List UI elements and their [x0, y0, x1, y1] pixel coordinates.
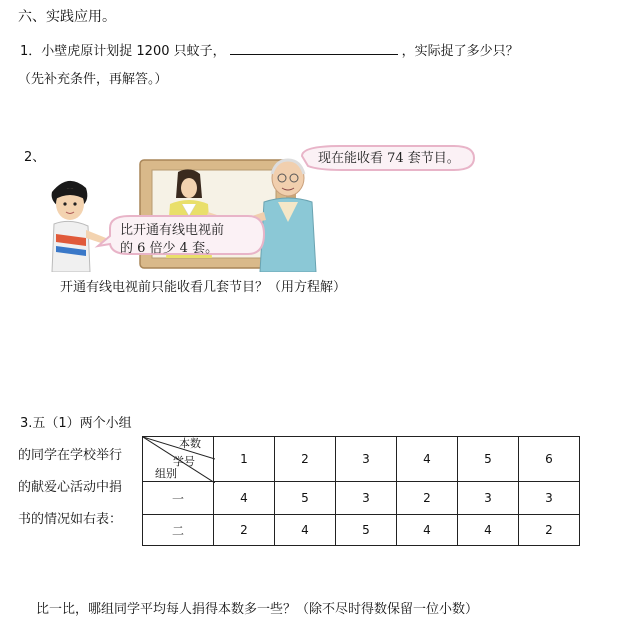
table-cell: 3	[519, 482, 580, 515]
header-cell: 6	[519, 437, 580, 482]
table-cell: 2	[519, 515, 580, 546]
table-cell: 4	[458, 515, 519, 546]
table-cell: 3	[336, 482, 397, 515]
q1-text-before: 1．小壁虎原计划捉 1200 只蚊子，	[20, 44, 226, 59]
q1-text-after: ，实际捉了多少只？	[401, 44, 519, 59]
donation-table	[142, 436, 580, 546]
table-cell: 5	[275, 482, 336, 515]
boy-speech-line2: 的 6 倍少 4 套。	[120, 241, 219, 256]
section-title: 六、实践应用。	[18, 9, 116, 25]
q3-line1: 3.五（1）两个小组	[20, 416, 132, 431]
q1-blank[interactable]	[230, 42, 398, 55]
q2-question: 开通有线电视前只能收看几套节目？（用方程解）	[60, 280, 347, 295]
table-row	[143, 515, 580, 546]
table-header-row	[143, 437, 580, 482]
q3-line3: 的献爱心活动中捐	[18, 480, 123, 495]
header-cell: 3	[336, 437, 397, 482]
boy-speech-line1: 比开通有线电视前	[120, 223, 225, 238]
table-cell: 4	[397, 515, 458, 546]
q1-hint: （先补充条件，再解答。）	[18, 72, 168, 87]
table-cell: 2	[397, 482, 458, 515]
grandpa-speech-text: 现在能收看 74 套节目。	[318, 151, 460, 166]
header-cell: 1	[214, 437, 275, 482]
table-cell: 5	[336, 515, 397, 546]
header-cell: 5	[458, 437, 519, 482]
q3-line4: 书的情况如右表：	[18, 512, 123, 527]
corner-label-group: 组别	[155, 467, 177, 480]
corner-label-count: 本数	[179, 437, 201, 450]
q2-number: 2、	[24, 150, 46, 165]
table-corner-cell	[143, 437, 214, 482]
table-cell: 4	[275, 515, 336, 546]
row-label-cell: 二	[143, 515, 214, 546]
header-cell: 2	[275, 437, 336, 482]
header-cell: 4	[397, 437, 458, 482]
corner-label-student: 学号	[173, 455, 195, 468]
table-cell: 4	[214, 482, 275, 515]
question-1	[20, 42, 519, 60]
row-label-cell: 一	[143, 482, 214, 515]
boy-icon	[52, 181, 106, 272]
q3-question: 比一比，哪组同学平均每人捐得本数多一些？（除不尽时得数保留一位小数）	[36, 602, 479, 617]
q3-line2: 的同学在学校举行	[18, 448, 123, 463]
table-cell: 3	[458, 482, 519, 515]
table-cell: 2	[214, 515, 275, 546]
table-row	[143, 482, 580, 515]
